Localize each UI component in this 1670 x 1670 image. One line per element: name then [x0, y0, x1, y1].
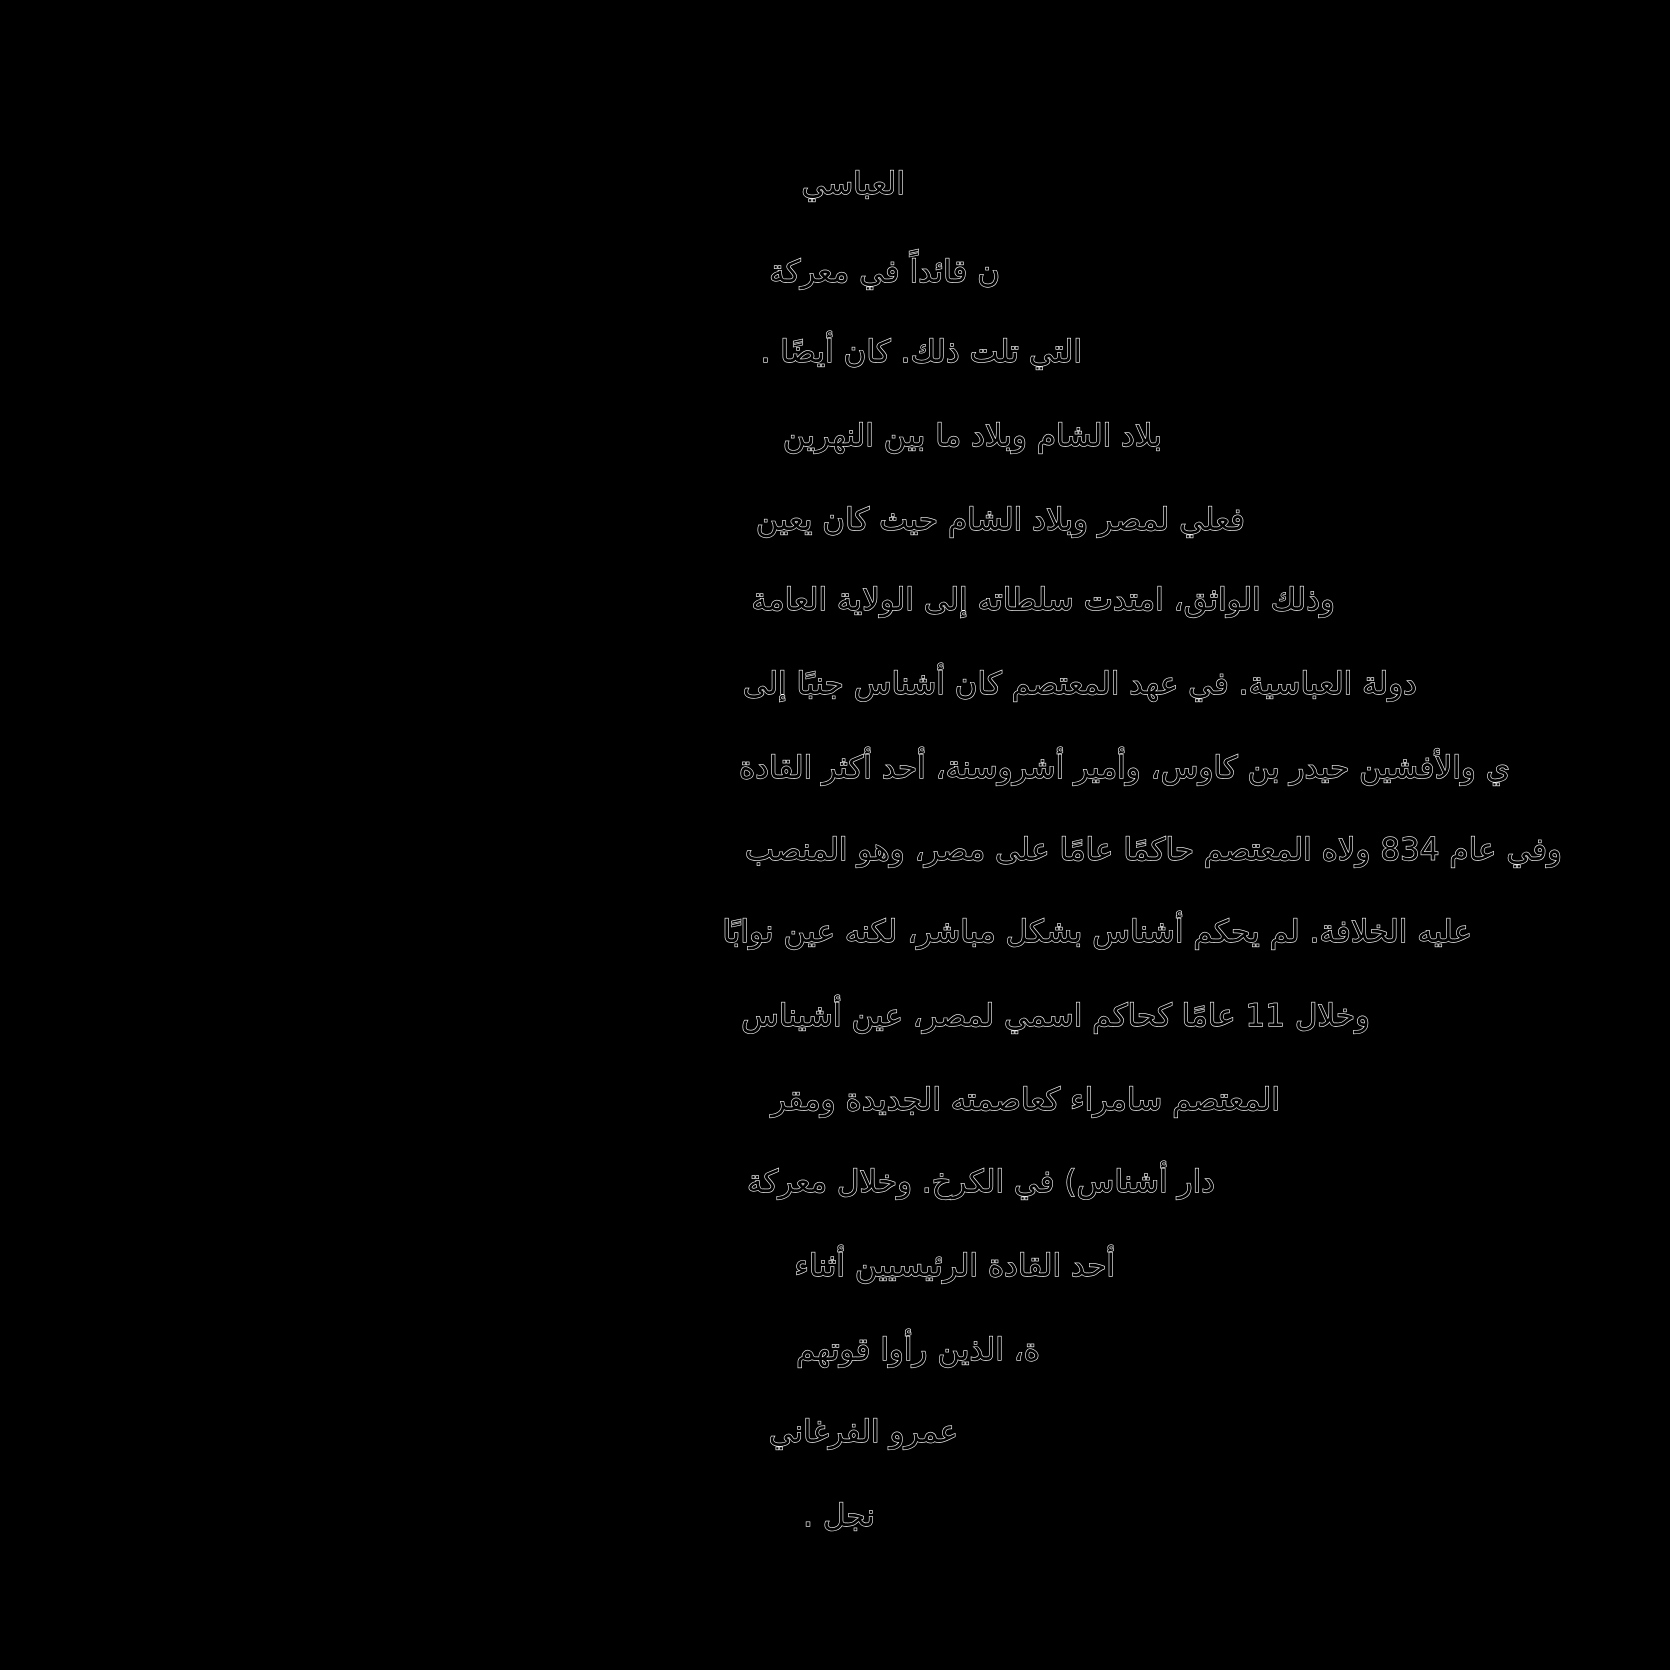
text-line: المعتصم سامراء كعاصمته الجديدة ومقر	[771, 1082, 1280, 1118]
text-line: أحد القادة الرئيسيين أثناء	[794, 1248, 1115, 1284]
text-line: وفي عام 834 ولاه المعتصم حاكمًا عامًا على مصر، وهو المنصب	[744, 832, 1562, 868]
text-line: نجل .	[803, 1498, 875, 1534]
text-line: دولة العباسية. في عهد المعتصم كان أشناس جنبًا إلى	[742, 666, 1417, 702]
text-line: فعلي لمصر وبلاد الشام حيث كان يعين	[755, 502, 1245, 538]
text-line: وخلال 11 عامًا كحاكم اسمي لمصر، عين أشيناس	[741, 998, 1370, 1034]
text-line: العباسي	[801, 166, 905, 202]
text-line: بلاد الشام وبلاد ما بين النهرين	[782, 418, 1162, 454]
text-line: دار أشناس) في الكرخ. وخلال معركة	[747, 1164, 1215, 1200]
text-line: ي والأفشين حيدر بن كاوس، وأمير أشروسنة، أحد أكثر القادة	[738, 750, 1510, 786]
text-line: ة، الذين رأوا قوتهم	[796, 1332, 1040, 1368]
text-line: وذلك الواثق، امتدت سلطاته إلى الولاية العامة	[751, 582, 1335, 618]
text-line: عليه الخلافة. لم يحكم أشناس بشكل مباشر، لكنه عين نوابًا	[722, 914, 1472, 950]
text-line: ن قائداً في معركة	[769, 254, 1000, 290]
text-line: عمرو الفرغاني	[768, 1414, 958, 1450]
text-line: التي تلت ذلك. كان أيضًا .	[760, 334, 1082, 370]
